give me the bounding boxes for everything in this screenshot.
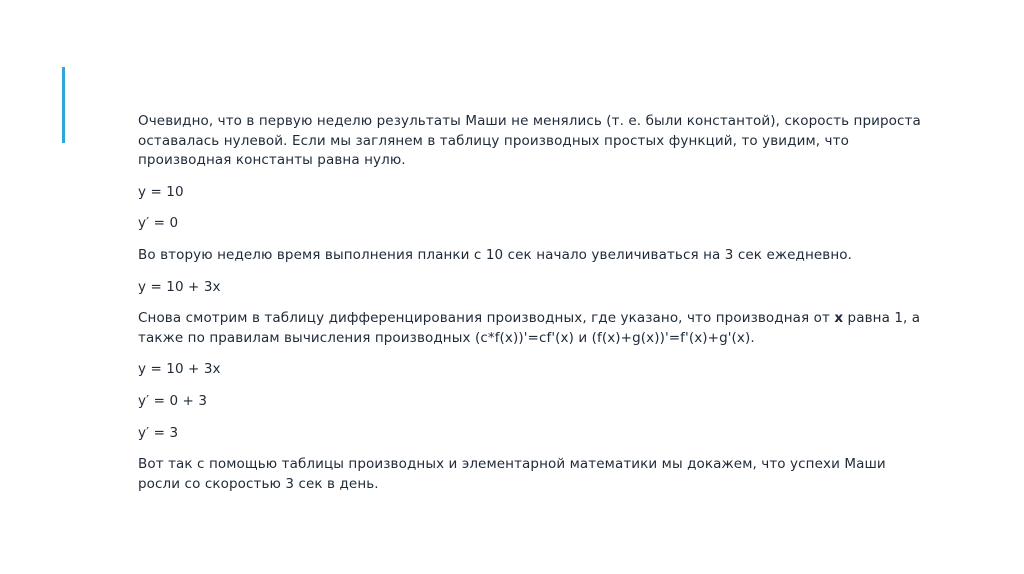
accent-bar (62, 67, 65, 143)
paragraph-constant-week: Очевидно, что в первую неделю результаты Маши не менялись (т. е. были константой), скорость прироста оставалась нулевой. Если мы заглянем в таблицу производных простых функций, то увидим, что производная константы равна нулю. (138, 113, 921, 169)
slide-content (138, 112, 928, 506)
formula-linear: y = 10 + 3x (138, 278, 221, 295)
variable-x: x (834, 310, 844, 327)
paragraph-conclusion: Вот так с помощью таблицы производных и элементарной математики мы докажем, что успехи Маши росли со скоростью 3 сек в день. (138, 456, 886, 492)
paragraph-differentiation-rules (138, 309, 928, 348)
paragraph-second-week: Во вторую неделю время выполнения планки с 10 сек начало увеличиваться на 3 сек ежедневно. (138, 246, 853, 263)
formula-linear-repeat: y = 10 + 3x (138, 361, 221, 378)
paragraph-rules-text-1: Снова смотрим в таблицу дифференцирования производных, где указано, что производная от (138, 310, 835, 327)
formula-derivative-three: y′ = 3 (138, 424, 179, 441)
paragraph-rules-text-2: равна 1, а также по правилам вычисления производных (c*f(x))'=cf'(x) и (f(x)+g(x))'=f'(x)+g'(x). (138, 310, 921, 346)
formula-derivative-sum: y′ = 0 + 3 (138, 392, 208, 409)
formula-derivative-zero: y′ = 0 (138, 215, 179, 232)
formula-y-equals-10: y = 10 (138, 183, 184, 200)
